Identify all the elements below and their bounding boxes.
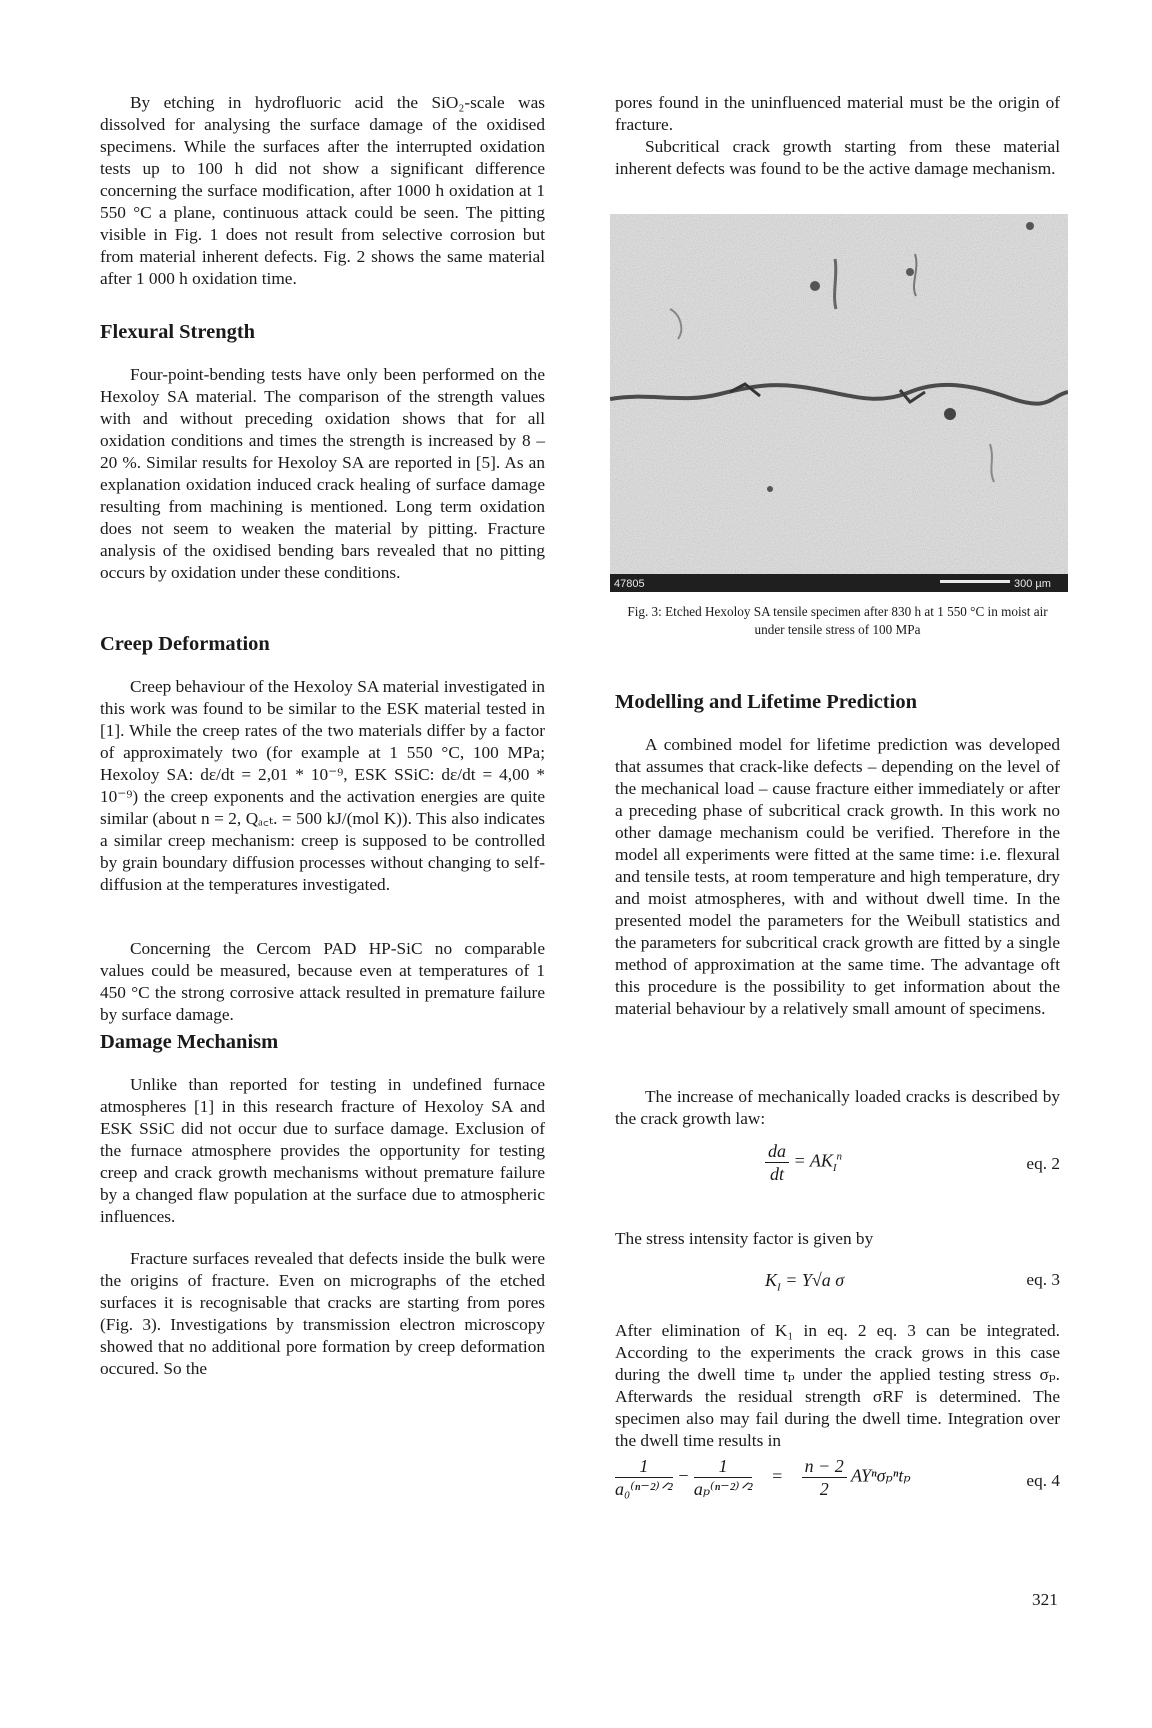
heading-flexural-strength: Flexural Strength [100,321,256,343]
pore [810,281,820,291]
eq4-equals: = [770,1465,784,1486]
eq2-rhs: = AK [793,1150,833,1171]
paragraph-etching: By etching in hydrofluoric acid the SiO₂-scale was dissolved for analysing the surface damage of the oxidised specimens. While the surfaces after the interrupted oxidation tests up to 100 h did not show a significant difference concerning the surface modification, after 1000 h oxidation at 1 550 °C a plane, continuous attack could be seen. The pitting visible in Fig. 1 does not result from selective corrosion but from material inherent defects. Fig. 2 shows the same material after 1 000 h oxidation time. [100,93,545,288]
micrograph-image [610,214,1068,592]
eq3-label: eq. 3 [1026,1270,1060,1289]
eq4-denominator-1: a₀⁽ⁿ⁻²⁾ᐟ² [615,1479,673,1499]
equation-2: $\frac{da}{dt}$ = $AK_I^n$ eq. 2 [615,1140,1060,1190]
paragraph-damage-2: Fracture surfaces revealed that defects inside the bulk were the origins of fracture. Even on micrographs of the etched surfaces it is recognisable that cracks are starting from pores (Fig. 3). Investigations by transmission electron microscopy showed that no additional pore formation by creep deformation occured. So the [100,1249,545,1378]
pore [906,268,914,276]
paragraph-after-elimination: After elimination of K₁ in eq. 2 eq. 3 can be integrated. According to the experiments the crack grows in this case during the dwell time tₚ under the applied testing stress σₚ. Afterwards the residual strength σRF is determined. The specimen also may fail during the dwell time. Integration over the dwell time results in [615,1321,1060,1450]
eq2-denominator: dt [769,1164,784,1184]
eq2-numerator: da [765,1140,789,1163]
pore [1026,222,1034,230]
paragraph-flexural: Four-point-bending tests have only been performed on the Hexoloy SA material. The comparison of the strength values with and without preceding oxidation shows that for all oxidation conditions and times the strength is increased by 8 – 20 %. Similar results for Hexoloy SA are reported in [5]. As an explanation oxidation induced crack healing of surface damage resulting from machining is mentioned. Long term oxidation does not seem to weaken the material by pitting. Fracture analysis of the oxidised bending bars revealed that no pitting occurs by oxidation under these conditions. [100,365,545,582]
equation-3: $K_I = Y√a$ σ eq. 3 [765,1270,1060,1294]
heading-modelling: Modelling and Lifetime Prediction [615,691,917,713]
paragraph-pores-continued: pores found in the uninfluenced material must be the origin of fracture. [615,93,1060,134]
pore [767,486,773,492]
eq4-numerator-3: n − 2 [802,1455,847,1478]
eq4-denominator-3: 2 [819,1479,829,1499]
eq4-numerator-2: 1 [694,1455,753,1478]
figure-id-text: 47805 [614,578,645,590]
micrograph-figure [610,214,1068,592]
scale-bar-label: 300 µm [1014,578,1051,590]
paragraph-creep-2: Concerning the Cercom PAD HP-SiC no comparable values could be measured, because even at temperatures of 1 450 °C the strong corrosive attack resulted in premature failure by surface damage. [100,939,545,1024]
paragraph-crack-growth: The increase of mechanically loaded cracks is described by the crack growth law: [615,1087,1060,1128]
eq4-rhs: AYⁿσₚⁿtₚ [850,1465,911,1486]
equation-4: $\frac{1}{\text{a₀⁽ⁿ⁻²⁾ᐟ²}}$ − $\frac{1}{\text{aₚ⁽ⁿ⁻²⁾ᐟ²}}$ = $\frac{n - 2}{2}$ AYⁿσₚⁿtₚ eq. 4 [615,1456,1060,1499]
paragraph-stress-intensity: The stress intensity factor is given by [615,1229,874,1248]
figure-caption: Fig. 3: Etched Hexoloy SA tensile specimen after 830 h at 1 550 °C in moist air under tensile stress of 100 MPa [627,604,1048,637]
eq4-denominator-2: aₚ⁽ⁿ⁻²⁾ᐟ² [693,1479,753,1499]
paragraph-model: A combined model for lifetime prediction was developed that assumes that crack-like defects – depending on the level of the mechanical load – cause fracture either immediately or after a preceding phase of subcritical crack growth. In this work no other damage mechanism could be verified. Therefore in the model all experiments were fitted at the same time: i.e. flexural and tensile tests, at room temperature and high temperature, dry and moist atmospheres, with and without dwell time. In the presented model the parameters for the Weibull statistics and the parameters for subcritical crack growth are fitted by a single method of approximation at the same time. The advantage oft this procedure is the possibility to get information about the material behaviour by a relatively small amount of specimens. [615,735,1060,1018]
eq4-label: eq. 4 [1026,1471,1060,1490]
pore [944,408,956,420]
heading-creep-deformation: Creep Deformation [100,633,270,655]
eq3-rhs: = Y√a σ [785,1270,845,1290]
paragraph-subcritical: Subcritical crack growth starting from these material inherent defects was found to be the active damage mechanism. [615,137,1060,178]
scale-bar-line [940,580,1010,583]
paragraph-creep-1: Creep behaviour of the Hexoloy SA material investigated in this work was found to be similar to the ESK material tested in [1]. While the creep rates of the two materials differ by a factor of approximately two (for example at 1 550 °C, 100 MPa; Hexoloy SA: dε/dt = 2,01 * 10⁻⁹, ESK SSiC: dε/dt = 4,00 * 10⁻⁹) the creep exponents and the activation energies are quite similar (about n = 2, Qₐ꜀ₜ. = 500 kJ/(mol K)). This also indicates a similar creep mechanism: creep is supposed to be controlled by grain boundary diffusion processes without changing to self-diffusion at the temperatures investigated. [100,677,545,894]
heading-damage-mechanism: Damage Mechanism [100,1031,279,1053]
eq2-label: eq. 2 [1026,1154,1060,1173]
page-number: 321 [1032,1590,1058,1609]
paragraph-damage-1: Unlike than reported for testing in undefined furnace atmospheres [1] in this research fracture of Hexoloy SA and ESK SSiC did not occur due to surface damage. Exclusion of the furnace atmosphere provides the opportunity for testing creep and crack growth mechanisms without premature failure by a changed flaw population at the surface due to atmospheric influences. [100,1075,545,1226]
eq3-lhs: K [765,1270,778,1290]
eq4-numerator-1: 1 [615,1455,673,1478]
